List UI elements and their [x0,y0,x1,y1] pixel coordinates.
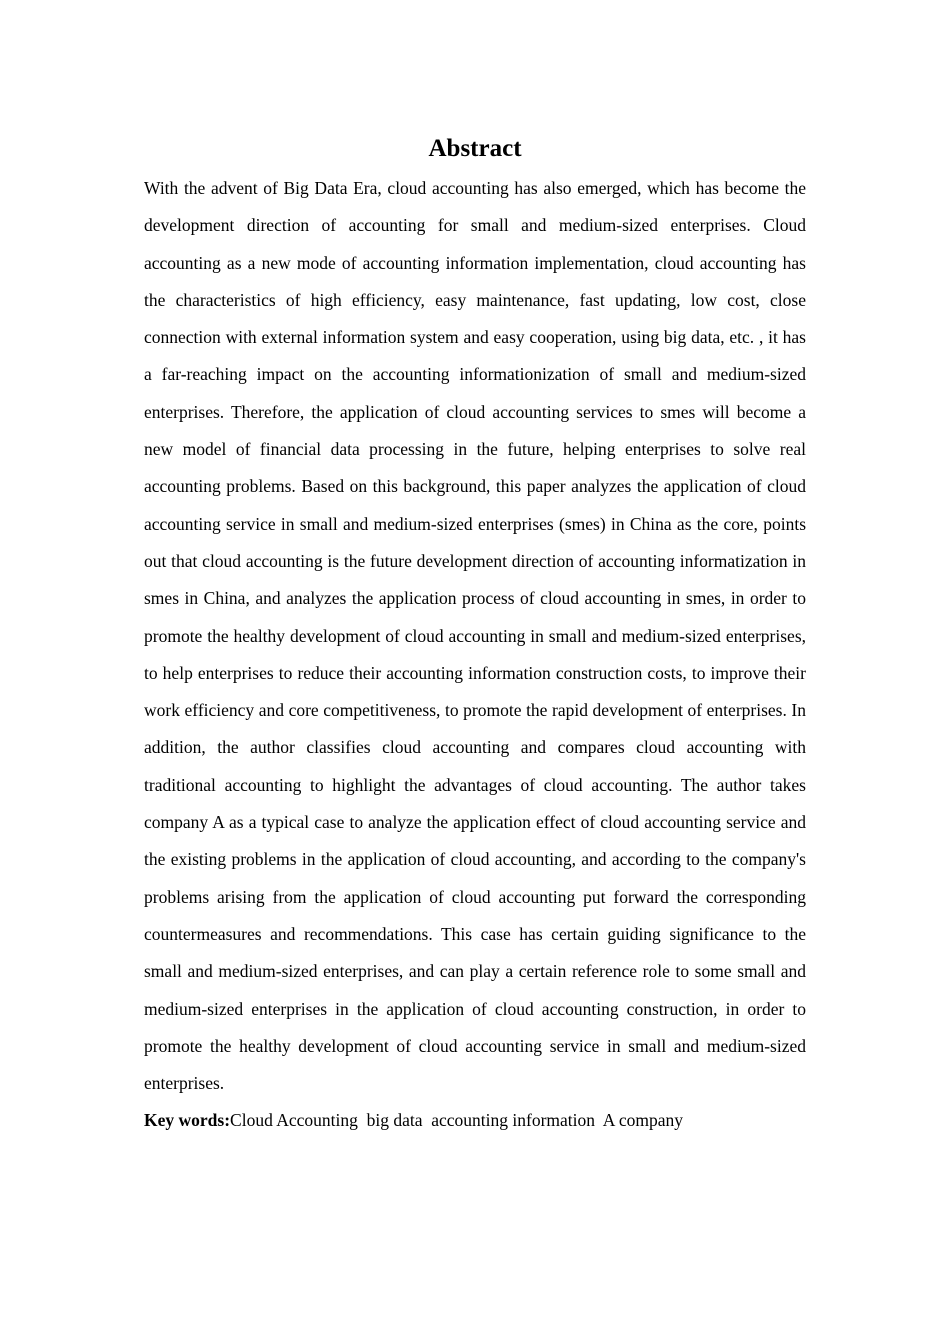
abstract-body: With the advent of Big Data Era, cloud accounting has also emerged, which has become the development direction of accounting for small and medium-sized enterprises. Cloud accounting as a new mode of accounting information implementation, cloud accounting has the characteristics of high efficiency, easy maintenance, fast updating, low cost, close connection with external information system and easy cooperation, using big data, etc. , it has a far-reaching impact on the accounting informationization of small and medium-sized enterprises. Therefore, the application of cloud accounting services to smes will become a new model of financial data processing in the future, helping enterprises to solve real accounting problems. Based on this background, this paper analyzes the application of cloud accounting service in small and medium-sized enterprises (smes) in China as the core, points out that cloud accounting is the future development direction of accounting informatization in smes in China, and analyzes the application process of cloud accounting in smes, in order to promote the healthy development of cloud accounting in small and medium-sized enterprises, to help enterprises to reduce their accounting information construction costs, to improve their work efficiency and core competitiveness, to promote the rapid development of enterprises. In addition, the author classifies cloud accounting and compares cloud accounting with traditional accounting to highlight the advantages of cloud accounting. The author takes company A as a typical case to analyze the application effect of cloud accounting service and the existing problems in the application of cloud accounting, and according to the company's problems arising from the application of cloud accounting put forward the corresponding countermeasures and recommendations. This case has certain guiding significance to the small and medium-sized enterprises, and can play a certain reference role to some small and medium-sized enterprises in the application of cloud accounting construction, in order to promote the healthy development of cloud accounting service in small and medium-sized enterprises. [144,178,806,1094]
document-page [144,130,806,1139]
keywords-list: Cloud Accounting big data accounting information A company [230,1110,684,1131]
keywords-label: Key words: [144,1110,231,1131]
abstract-title: Abstract [428,135,522,162]
keywords-line [144,1102,806,1139]
